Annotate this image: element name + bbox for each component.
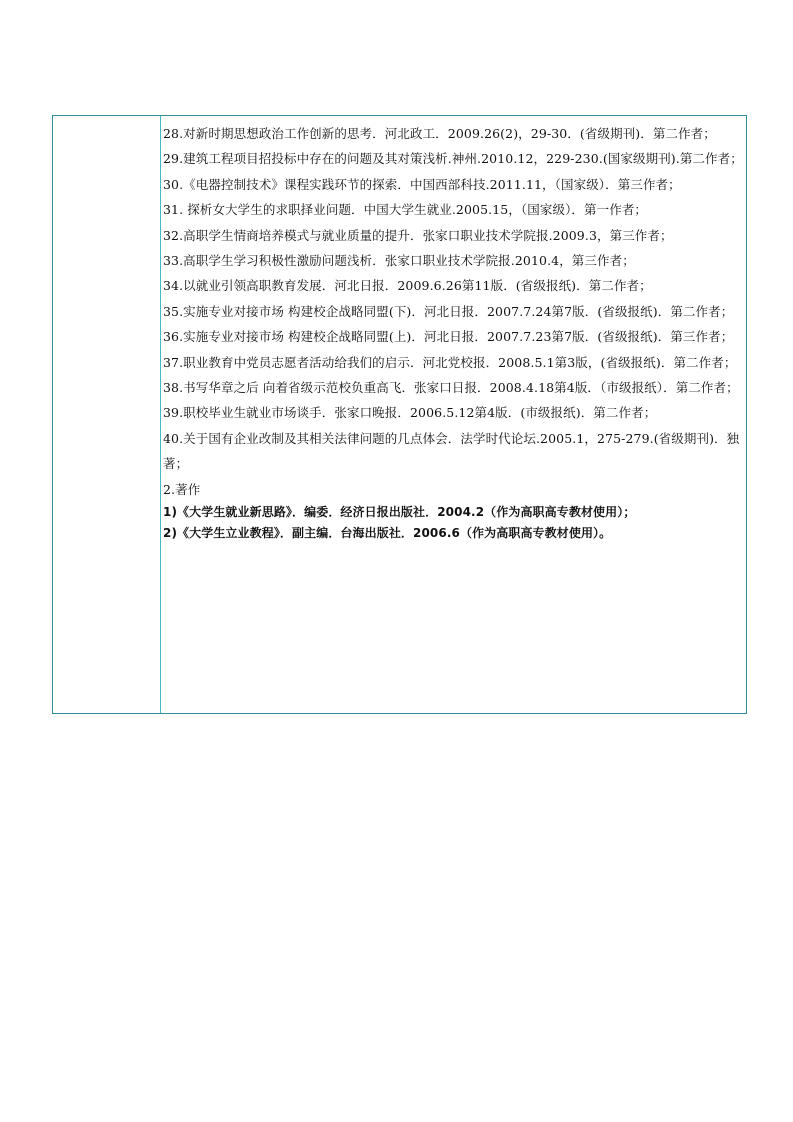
paper-entry-35: 35.实施专业对接市场 构建校企战略同盟(下)．河北日报．2007.7.24第7版．(省级报纸)．第二作者； [163, 303, 734, 319]
publication-table [52, 115, 747, 714]
paper-entry-29: 29.建筑工程项目招投标中存在的问题及其对策浅析.神州.2010.12，229-230.(国家级期刊).第二作者； [163, 151, 743, 167]
paper-entry-30: 30.《电器控制技术》课程实践环节的探索．中国西部科技.2011.11，（国家级）．第三作者； [163, 176, 681, 192]
publication-list-cell [161, 116, 746, 713]
paper-entry-31: 31. 探析女大学生的求职择业问题．中国大学生就业.2005.15，（国家级）．第一作者； [163, 202, 648, 218]
paper-entry-33: 33.高职学生学习积极性激励问题浅析．张家口职业技术学院报.2010.4，第三作者； [163, 253, 635, 269]
paper-entry-39: 39.职校毕业生就业市场谈手．张家口晚报．2006.5.12第4版．(市级报纸)．第二作者； [163, 405, 657, 421]
paper-entry-32: 32.高职学生情商培养模式与就业质量的提升．张家口职业技术学院报.2009.3，第三作者； [163, 227, 673, 243]
paper-entry-40: 40.关于国有企业改制及其相关法律问题的几点体会．法学时代论坛.2005.1，275-279.(省级期刊)．独著； [163, 430, 740, 472]
paper-entry-38: 38.书写华章之后 向着省级示范校负重高飞．张家口日报．2008.4.18第4版．（市级报纸）．第二作者； [163, 380, 739, 396]
paper-entry-34: 34.以就业引领高职教育发展．河北日报．2009.6.26第11版．(省级报纸)．第二作者； [163, 278, 652, 294]
books-heading: 2.著作 [163, 481, 201, 497]
book-entry-2: 2)《大学生立业教程》．副主编．台海出版社．2006.6（作为高职高专教材使用）。 [163, 526, 612, 541]
category-cell [53, 116, 161, 713]
paper-entry-37: 37.职业教育中党员志愿者活动给我们的启示．河北党校报．2008.5.1第3版，(省级报纸)．第二作者； [163, 354, 737, 370]
paper-entry-36: 36.实施专业对接市场 构建校企战略同盟(上)．河北日报．2007.7.23第7版．(省级报纸)．第三作者； [163, 329, 734, 345]
book-entry-1: 1)《大学生就业新思路》．编委．经济日报出版社．2004.2（作为高职高专教材使用）； [163, 505, 636, 520]
paper-entry-28: 28.对新时期思想政治工作创新的思考．河北政工．2009.26(2)，29-30．(省级期刊)．第二作者； [163, 126, 716, 141]
